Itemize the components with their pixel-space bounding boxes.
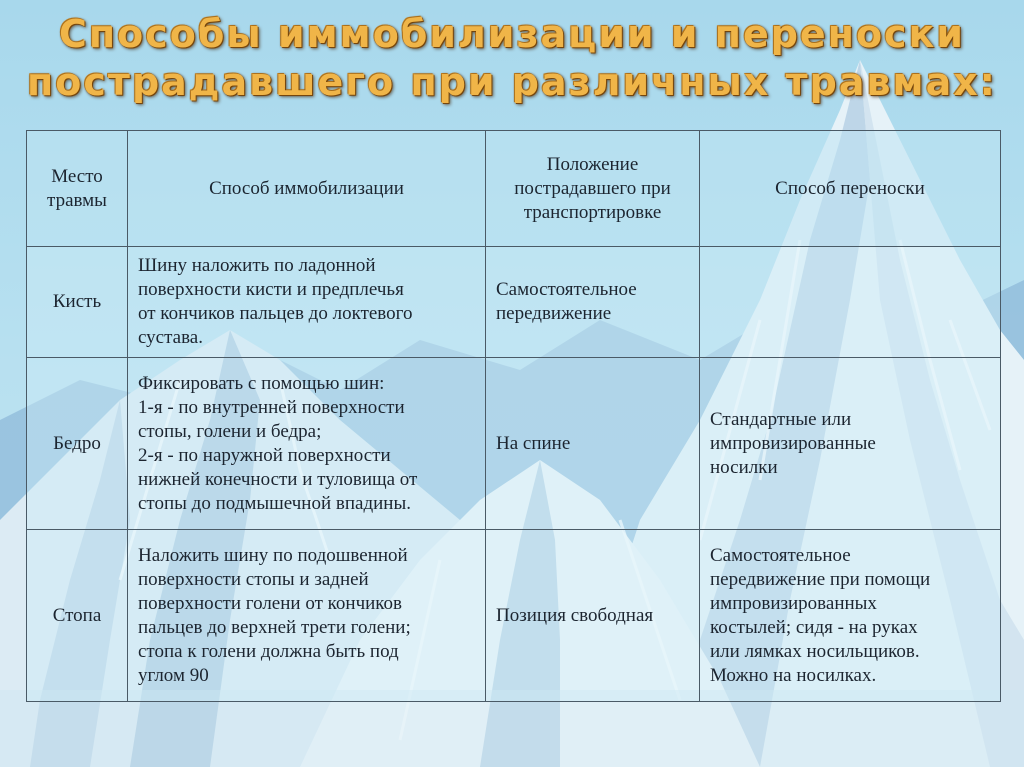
cell-carrying: Стандартные или импровизированные носилки: [700, 358, 1001, 530]
cell-transport-position: Самостоятельное передвижение: [486, 247, 700, 358]
cell-transport-position: Позиция свободная: [486, 530, 700, 702]
table-row: [27, 358, 1001, 530]
immobilization-table: [26, 130, 1001, 702]
table-row: [27, 247, 1001, 358]
cell-injury-place: Кисть: [27, 247, 128, 358]
cell-carrying: [700, 247, 1001, 358]
slide-title: [0, 10, 1024, 106]
header-carrying-method: Способ переноски: [700, 131, 1001, 247]
cell-injury-place: Бедро: [27, 358, 128, 530]
table-row: [27, 530, 1001, 702]
cell-injury-place: Стопа: [27, 530, 128, 702]
header-injury-place: Место травмы: [27, 131, 128, 247]
slide-title-line-2: пострадавшего при различных травмах:: [27, 60, 997, 104]
slide-title-line-1: Способы иммобилизации и переноски: [58, 12, 965, 56]
cell-transport-position: На спине: [486, 358, 700, 530]
cell-carrying: Самостоятельное передвижение при помощи импровизированных костылей; сидя - на руках или лямках носильщиков. Можно на носилках.: [700, 530, 1001, 702]
table-header-row: [27, 131, 1001, 247]
header-transport-position: Положение пострадавшего при транспортировке: [486, 131, 700, 247]
cell-immobilization: Шину наложить по ладонной поверхности кисти и предплечья от кончиков пальцев до локтевого сустава.: [128, 247, 486, 358]
cell-immobilization: Фиксировать с помощью шин: 1-я - по внутренней поверхности стопы, голени и бедра; 2-я - по наружной поверхности нижней конечности и туловища от стопы до подмышечной впадины.: [128, 358, 486, 530]
cell-immobilization: Наложить шину по подошвенной поверхности стопы и задней поверхности голени от кончиков пальцев до верхней трети голени; стопа к голени должна быть под углом 90: [128, 530, 486, 702]
header-immobilization-method: Способ иммобилизации: [128, 131, 486, 247]
